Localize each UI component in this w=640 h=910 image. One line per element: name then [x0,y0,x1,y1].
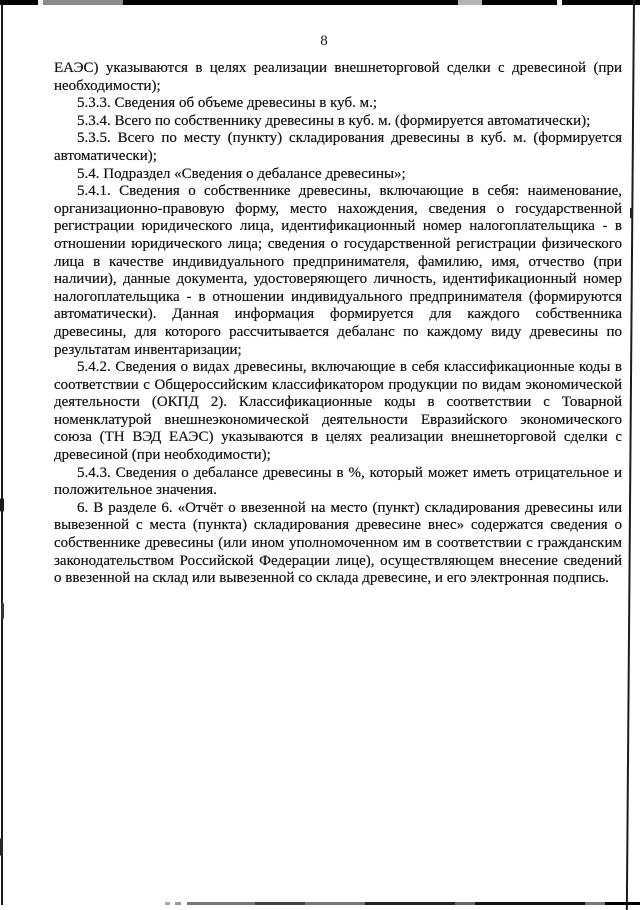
scan-artifact-right-edge [626,0,635,910]
page-number: 8 [320,33,328,49]
paragraph: 5.4.1. Сведения о собственнике древесины, включающие в себя: наименование, организационно-правовую форму, место нахождения, сведения о государственной регистрации юридического лица, идентификационный номер налогоплательщика - в отношении юридического лица; сведения о государственной регистрации физического лица в качестве индивидуального предпринимателя, фамилию, имя, отчество (при наличии), данные документа, удостоверяющего личность, идентификационный номер налогоплательщика - в отношении индивидуального предпринимателя (формируются автоматически). Данная информация формируется для каждого собственника древесины, для которого рассчитывается дебаланс по каждому виду древесины по результатам инвентаризации; [54,183,622,358]
paragraph: 5.3.4. Всего по собственнику древесины в куб. м. (формируется автоматически); [77,112,591,129]
scan-artifact-ink-blob [630,208,633,218]
paragraph: ЕАЭС) указываются в целях реализации внешнеторговой сделки с древесиной (при необходимости); [54,60,622,94]
scan-artifact-ink-blob [1,603,4,619]
document-body [54,60,622,588]
paragraph: 5.4.2. Сведения о видах древесины, включающие в себя классификационные коды в соответствии с Общероссийским классификатором продукции по видам экономической деятельности (ОКПД 2). Классификационные коды в соответствии с Товарной номенклатурой внешнеэкономической деятельности Евразийского экономического союза (ТН ВЭД ЕАЭС) указываются в целях реализации внешнеторговой сделки с древесиной (при необходимости); [54,359,622,464]
scan-artifact-ink-blob [0,838,3,856]
scan-artifact-left-edge [1,4,3,905]
paragraph: 5.3.5. Всего по месту (пункту) складирования древесины в куб. м. (формируется автоматически); [54,130,622,164]
paragraph: 5.3.3. Сведения об объеме древесины в куб. м.; [77,95,378,112]
paragraph: 5.4. Подраздел «Сведения о дебалансе древесины»; [77,165,406,182]
paragraph: 6. В разделе 6. «Отчёт о ввезенной на место (пункт) складирования древесины или вывезенной с места (пункта) складирования древесине внес» содержатся сведения о собственнике древесины (или ином уполномоченном им в соответствии с гражданским законодательством Российской Федерации лице), осуществляющем внесение сведений о ввезенной на склад или вывезенной со склада древесине, и его электронная подпись. [54,499,622,587]
scan-artifact-ink-blob [0,498,4,512]
scan-artifact-top-edge [0,0,640,5]
paragraph: 5.4.3. Сведения о дебалансе древесины в %, который может иметь отрицательное и положительное значения. [54,464,622,499]
